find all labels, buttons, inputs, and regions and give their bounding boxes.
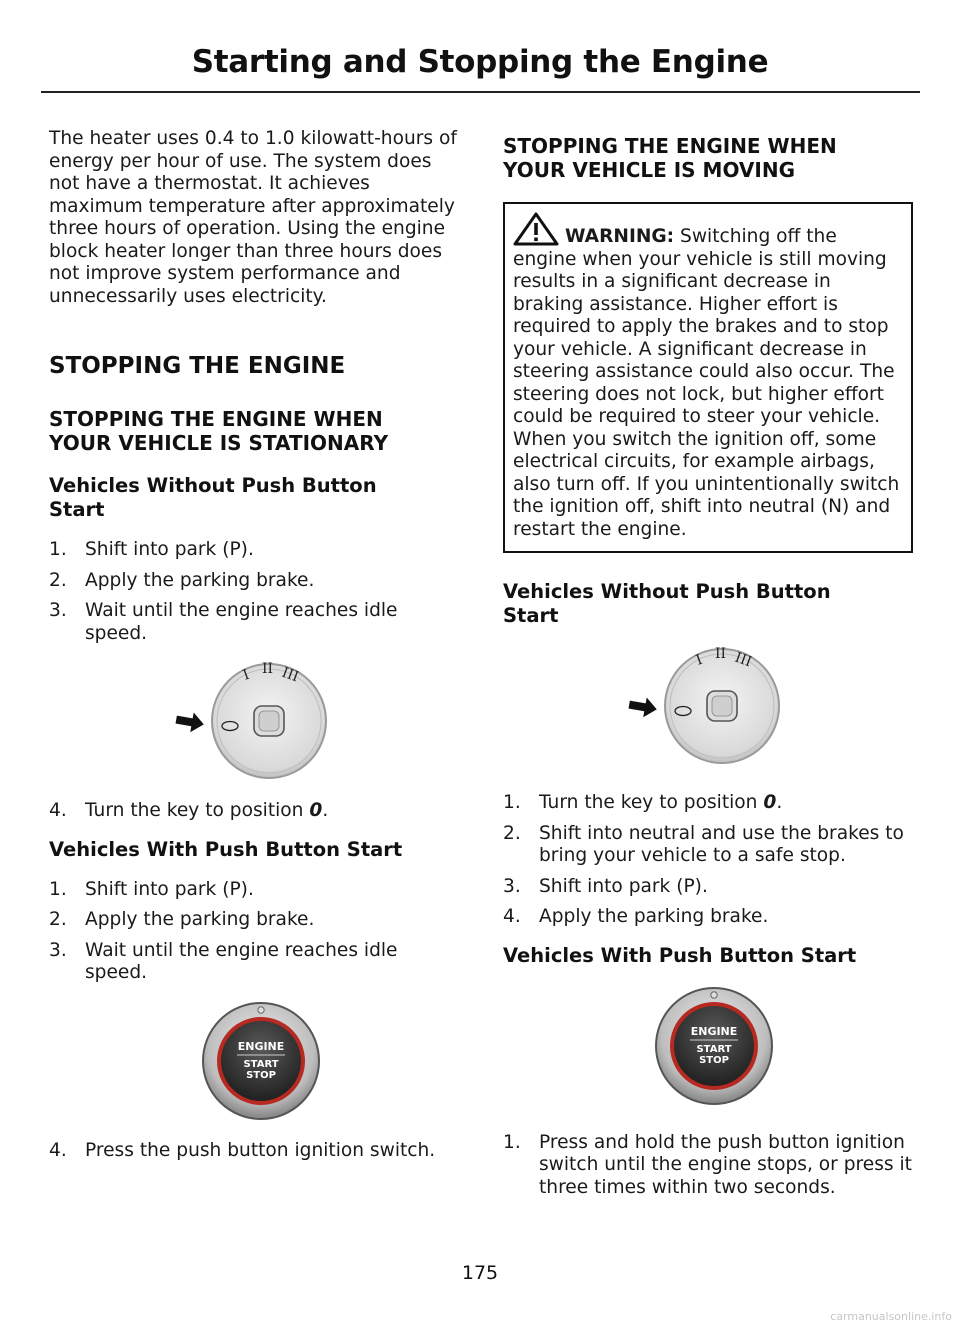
warning-box	[503, 202, 913, 553]
button-label-engine: ENGINE	[237, 1039, 285, 1053]
step-number: 3.	[49, 600, 67, 621]
button-label-start: START	[696, 1043, 732, 1055]
step-text: Apply the parking brake.	[85, 569, 315, 591]
list-item	[49, 879, 461, 902]
moving-no-push-heading	[503, 580, 913, 628]
step-number: 2.	[49, 909, 67, 930]
list-item	[503, 823, 913, 868]
left-column	[49, 128, 461, 1162]
heading-line: Start	[503, 604, 559, 627]
step-number: 1.	[49, 878, 67, 900]
list-item	[503, 1132, 913, 1200]
step-number: 2.	[503, 822, 521, 844]
step-text: Shift into park (P).	[85, 878, 254, 900]
step-number: 4.	[503, 906, 521, 927]
list-item	[503, 876, 913, 899]
step-text: Apply the parking brake.	[539, 906, 769, 927]
key-mark-2: II	[715, 646, 727, 662]
warning-paragraph	[513, 212, 903, 541]
step-text: Wait until the engine reaches idle speed.	[85, 939, 398, 983]
list-item	[49, 940, 461, 985]
moving-heading	[503, 134, 913, 182]
ignition-key-diagram	[623, 640, 793, 776]
step-number: 1.	[503, 1131, 521, 1153]
step-text: Wait until the engine reaches idle speed.	[85, 600, 398, 644]
ignition-key-diagram	[170, 655, 340, 791]
list-item	[49, 539, 461, 562]
heading-line: Vehicles Without Push Button	[503, 580, 831, 603]
key-mark-3: III	[732, 649, 754, 671]
list-item	[503, 792, 913, 815]
moving-heading-line: STOPPING THE ENGINE WHEN	[503, 134, 837, 158]
ignition-key-illustration	[49, 655, 461, 791]
heater-paragraph: The heater uses 0.4 to 1.0 kilowatt-hours of energy per hour of use. The system does not have a thermostat. It achieves maximum temperature after approximately three hours of operation. Using the engine block heater longer than three hours does not improve system performance and unnecessarily uses electricity.	[49, 128, 457, 307]
step-text-end: .	[322, 800, 329, 821]
key-mark-3: III	[279, 664, 301, 686]
warning-triangle-icon	[513, 212, 559, 246]
warning-label: WARNING:	[565, 226, 675, 247]
heading-line: Vehicles Without Push Button	[49, 474, 377, 497]
button-label-engine: ENGINE	[690, 1024, 738, 1038]
step-text: Turn the key to position	[539, 792, 764, 813]
moving-push-heading: Vehicles With Push Button Start	[503, 943, 857, 967]
step-text-end: .	[776, 792, 783, 813]
start-stop-button-diagram	[196, 997, 326, 1125]
step-number: 4.	[49, 800, 67, 821]
step-number: 2.	[49, 569, 67, 591]
key-position-value: 0	[763, 792, 777, 813]
moving-heading-line: YOUR VEHICLE IS MOVING	[503, 158, 795, 182]
step-text: Press and hold the push button ignition switch until the engine stops, or press it three times within two seconds.	[539, 1131, 912, 1198]
button-label-stop: STOP	[699, 1054, 729, 1066]
stationary-no-push-steps	[49, 539, 461, 645]
stationary-heading-line: STOPPING THE ENGINE WHEN	[49, 407, 383, 431]
watermark: carmanualsonline.info	[830, 1310, 952, 1323]
warning-text: Switching off the engine when your vehicle is still moving results in a significant decrease in braking assistance. Higher effort is required to apply the brakes and to stop your vehicle. A significant decrease in steering assistance could also occur. The steering does not lock, but higher effort could be required to steer your vehicle. When you switch the ignition off, some electrical circuits, for example airbags, also turn off. If you unintentionally switch the ignition off, shift into neutral (N) and restart the engine.	[513, 226, 900, 540]
stationary-heading	[49, 407, 461, 455]
key-mark-1: I	[240, 666, 252, 684]
stationary-push-heading: Vehicles With Push Button Start	[49, 837, 403, 861]
start-button-illustration	[503, 982, 913, 1112]
step-text: Shift into neutral and use the brakes to bring your vehicle to a safe stop.	[539, 822, 904, 866]
step-number: 1.	[49, 539, 67, 560]
step-text: Shift into park (P).	[85, 539, 254, 560]
section-title-stopping: STOPPING THE ENGINE	[49, 353, 346, 379]
step-number: 3.	[503, 875, 521, 897]
list-item	[49, 909, 461, 932]
ignition-key-illustration	[503, 640, 913, 776]
arrow-icon	[627, 695, 658, 720]
moving-no-push-steps	[503, 792, 913, 929]
list-item	[49, 570, 461, 593]
step-number: 3.	[49, 939, 67, 961]
start-stop-button-diagram	[649, 982, 779, 1110]
page-header-title: Starting and Stopping the Engine	[191, 44, 769, 80]
step-text: Press the push button ignition switch.	[85, 1139, 436, 1161]
stationary-no-push-heading	[49, 474, 461, 522]
stationary-no-push-step4	[49, 800, 461, 823]
step-number: 4.	[49, 1139, 67, 1161]
list-item	[49, 800, 461, 823]
stationary-push-step4	[49, 1140, 461, 1163]
key-mark-2: II	[262, 661, 274, 677]
key-mark-1: I	[693, 651, 705, 669]
key-position-value: 0	[309, 800, 323, 821]
header-divider	[41, 91, 920, 93]
page-number: 175	[461, 1262, 499, 1284]
list-item	[49, 1140, 461, 1163]
step-number: 1.	[503, 792, 521, 813]
list-item	[49, 600, 461, 645]
step-text: Shift into park (P).	[539, 875, 708, 897]
step-text: Turn the key to position	[85, 800, 310, 821]
right-column	[503, 128, 913, 1199]
list-item	[503, 906, 913, 929]
arrow-icon	[174, 710, 205, 735]
button-label-start: START	[243, 1058, 279, 1070]
stationary-push-steps	[49, 879, 461, 985]
moving-push-steps	[503, 1132, 913, 1200]
heading-line: Start	[49, 498, 105, 521]
step-text: Apply the parking brake.	[85, 909, 315, 930]
stationary-heading-line: YOUR VEHICLE IS STATIONARY	[49, 431, 389, 455]
start-button-illustration	[49, 997, 461, 1127]
button-label-stop: STOP	[246, 1069, 276, 1081]
